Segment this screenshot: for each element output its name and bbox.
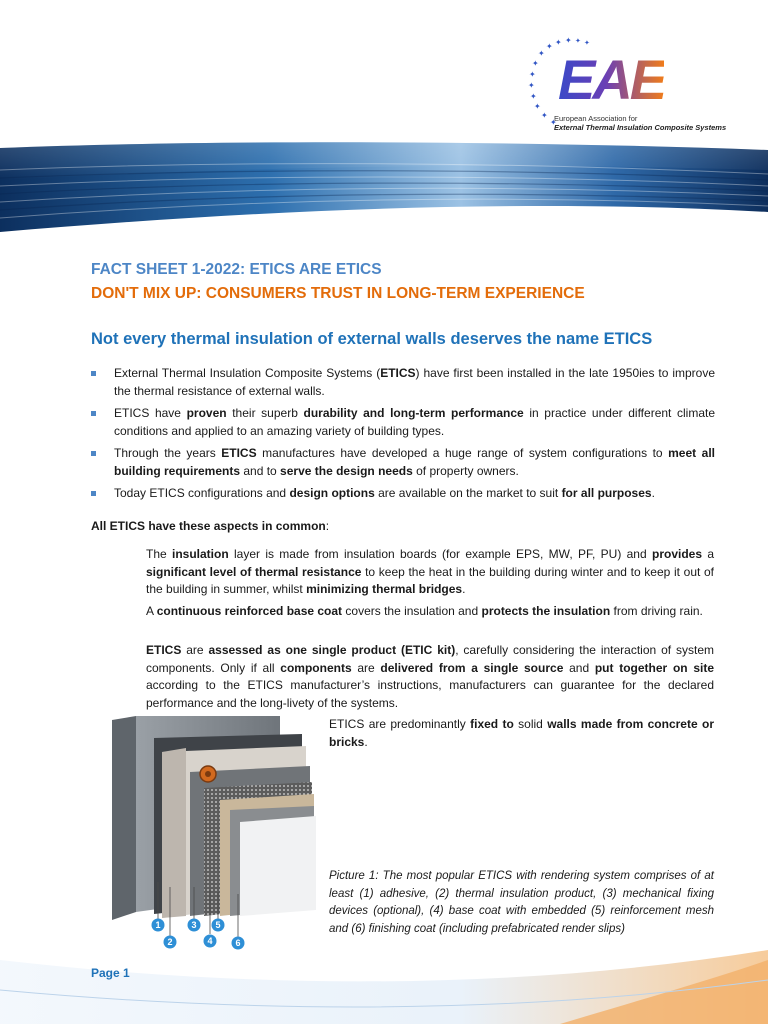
bullet-square-icon: [91, 491, 96, 496]
list-item: ETICS have proven their superb durability and long-term performance in practice under different climate conditions and applied to an amazing variety of building types.: [91, 405, 715, 440]
svg-text:✦: ✦: [584, 39, 590, 47]
bullet-square-icon: [91, 411, 96, 416]
paragraph-insulation: The insulation layer is made from insulation boards (for example EPS, MW, PF, PU) and provides a significant level of thermal resistance to keep the heat in the building during winter and to keep it out of the building in summer, whilst minimizing thermal bridges.: [146, 547, 715, 596]
svg-text:✦: ✦: [555, 38, 562, 47]
svg-text:✦: ✦: [530, 92, 537, 101]
logo-subtitle-1: European Association for: [554, 114, 638, 123]
figure-caption: Picture 1: The most popular ETICS with rendering system comprises of at least (1) adhesive, (2) thermal insulation product, (3) mechanical fixing devices (optional), (4) base coat with embedded (5) reinforcement mesh and (6) finishing coat (including prefabricated render slips): [329, 870, 714, 935]
label-1: 1: [155, 920, 161, 930]
eae-logo: [528, 36, 727, 135]
label-6: 6: [235, 938, 241, 948]
paragraph-base-coat: A continuous reinforced base coat covers the insulation and protects the insulation from driving rain.: [146, 604, 703, 618]
label-3: 3: [191, 920, 197, 930]
side-text: ETICS are predominantly fixed to solid walls made from concrete or bricks.: [329, 717, 714, 749]
footer-wave: [0, 950, 768, 1024]
paragraph-etic-kit: ETICS are assessed as one single product (ETIC kit), carefully considering the interaction of system components. Only if all components are delivered from a single source and put together on site according to the ETICS manufacturer’s instructions, manufacturers can guarantee for the declared performance and the long-livety of the systems.: [146, 643, 714, 710]
label-5: 5: [215, 920, 221, 930]
fact-sheet-subtitle: DON'T MIX UP: CONSUMERS TRUST IN LONG-TERM EXPERIENCE: [91, 285, 585, 302]
logo-mark: EAE: [558, 48, 665, 111]
logo-subtitle-2: External Thermal Insulation Composite Systems: [554, 123, 727, 132]
page-number: Page 1: [91, 966, 130, 980]
list-item: External Thermal Insulation Composite Systems (ETICS) have first been installed in the late 1950ies to improve the thermal resistance of external walls.: [91, 365, 715, 400]
bullet-square-icon: [91, 451, 96, 456]
label-2: 2: [167, 937, 173, 947]
svg-text:✦: ✦: [565, 36, 572, 45]
svg-text:✦: ✦: [534, 102, 541, 111]
bullet-list: [91, 365, 715, 508]
etics-layers-illustration: [90, 712, 325, 957]
section-heading: Not every thermal insulation of external walls deserves the name ETICS: [91, 330, 653, 348]
bullet-square-icon: [91, 371, 96, 376]
list-item: Today ETICS configurations and design options are available on the market to suit for all purposes.: [91, 485, 715, 503]
common-aspects-heading: All ETICS have these aspects in common:: [91, 519, 330, 533]
svg-text:✦: ✦: [575, 37, 581, 45]
fact-sheet-title: FACT SHEET 1-2022: ETICS ARE ETICS: [91, 261, 382, 278]
svg-text:✦: ✦: [550, 118, 557, 127]
svg-text:✦: ✦: [528, 81, 535, 90]
svg-text:✦: ✦: [546, 42, 553, 51]
header-banner: [0, 140, 768, 240]
svg-text:✦: ✦: [532, 59, 539, 68]
label-4: 4: [207, 936, 213, 946]
svg-text:✦: ✦: [529, 70, 536, 79]
svg-text:✦: ✦: [541, 111, 548, 120]
list-item: Through the years ETICS manufactures have developed a huge range of system configurations to meet all building requirements and to serve the design needs of property owners.: [91, 445, 715, 480]
svg-text:✦: ✦: [538, 49, 545, 58]
